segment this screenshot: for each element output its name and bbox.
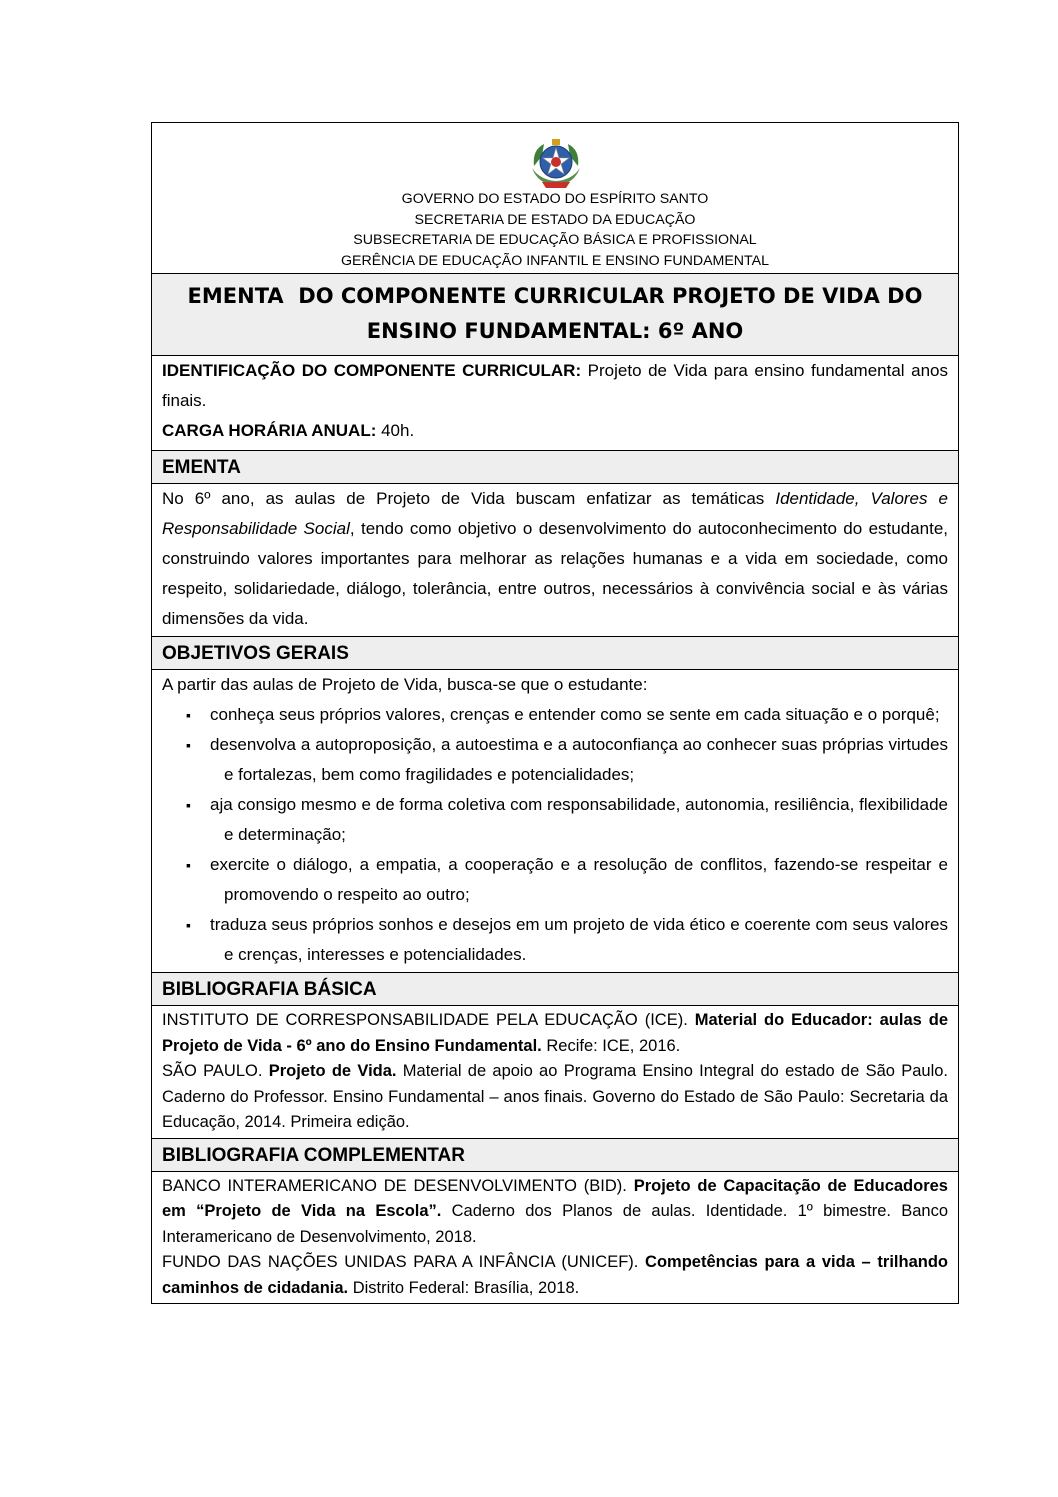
basic-bibliography-body [152, 1005, 958, 1138]
ref-details: Distrito Federal: Brasília, 2018. [348, 1278, 580, 1297]
ref-author: FUNDO DAS NAÇÕES UNIDAS PARA A INFÂNCIA (UNICEF). [162, 1253, 646, 1271]
document-title [152, 273, 958, 355]
objective-item: ▪ exercite o diálogo, a empatia, a cooperação e a resolução de conflitos, fazendo-se respeitar e promovendo o respeito ao outro; [200, 850, 948, 910]
workload-label: CARGA HORÁRIA ANUAL: [162, 421, 377, 440]
basic-bibliography-heading: BIBLIOGRAFIA BÁSICA [152, 972, 958, 1005]
objectives-heading: OBJETIVOS GERAIS [152, 636, 958, 669]
ementa-text-part-2: , tendo como objetivo o desenvolvimento do autoconhecimento do estudante, construindo valores importantes para melhorar as relações humanas e a vida em sociedade, como respeito, solidariedade, diálogo, tolerância, entre outros, necessários à convivência social e às várias dimensões da vida. [162, 519, 948, 628]
ref-details: Caderno dos Planos de aulas. Identidade. 1º bimestre. Banco Interamericano de Desenvolvimento, 2018. [162, 1202, 949, 1246]
identification-label: IDENTIFICAÇÃO DO COMPONENTE CURRICULAR: [162, 361, 582, 380]
bibliography-entry [162, 1250, 948, 1301]
objective-item: ▪ desenvolva a autoproposição, a autoestima e a autoconfiança ao conhecer suas próprias virtudes e fortalezas, bem como fragilidades e potencialidades; [200, 730, 948, 790]
state-coat-of-arms-icon [528, 136, 584, 190]
ementa-heading: EMENTA [152, 450, 958, 483]
objectives-body [152, 669, 958, 972]
institution-line-1: GOVERNO DO ESTADO DO ESPÍRITO SANTO [401, 191, 709, 207]
bibliography-entry [162, 1008, 948, 1059]
complementary-bibliography-body [152, 1171, 958, 1304]
objective-item: ▪ traduza seus próprios sonhos e desejos em um projeto de vida ético e coerente com seus valores e crenças, interesses e potencialidades. [200, 910, 948, 970]
header-section [152, 123, 958, 273]
ref-author: SÃO PAULO. [162, 1062, 269, 1080]
component-identification [162, 356, 948, 416]
ref-details: Recife: ICE, 2016. [541, 1036, 681, 1055]
ref-title: Projeto de Vida. [268, 1062, 397, 1080]
institution-line-4: GERÊNCIA DE EDUCAÇÃO INFANTIL E ENSINO FUNDAMENTAL [340, 252, 770, 269]
ref-details: Material de apoio ao Programa Ensino Integral do estado de São Paulo. Caderno do Professor. Ensino Fundamental – anos finais. Governo do Estado de São Paulo: Secretaria da Educação, 2014. Primeira edição. [162, 1062, 948, 1131]
title-line-2: ENSINO FUNDAMENTAL: 6º ANO [366, 319, 744, 343]
bibliography-entry [162, 1174, 948, 1251]
ementa-document-table [151, 122, 959, 1304]
identification-value: Projeto de Vida para ensino fundamental anos finais. [162, 361, 948, 410]
title-line-1: EMENTA DO COMPONENTE CURRICULAR PROJETO DE VIDA DO [187, 284, 923, 308]
bibliography-entry [162, 1059, 948, 1136]
ref-title: Material do Educador: aulas de Projeto de Vida - 6º ano do Ensino Fundamental. [162, 1011, 948, 1055]
institution-lines [152, 189, 958, 271]
ementa-text-italic: Identidade, Valores e Responsabilidade Social [162, 489, 949, 538]
ref-author: INSTITUTO DE CORRESPONSABILIDADE PELA EDUCAÇÃO (ICE). [162, 1011, 695, 1029]
objectives-intro: A partir das aulas de Projeto de Vida, busca-se que o estudante: [162, 675, 648, 694]
institution-line-3: SUBSECRETARIA DE EDUCAÇÃO BÁSICA E PROFISSIONAL [353, 232, 757, 248]
workload-value: 40h. [376, 421, 415, 440]
workload [162, 416, 948, 446]
ementa-body [152, 483, 958, 636]
ementa-text-part-1: No 6º ano, as aulas de Projeto de Vida buscam enfatizar as temáticas [162, 489, 776, 508]
ref-title: Competências para a vida – trilhando caminhos de cidadania. [162, 1253, 948, 1297]
objective-item: ▪ aja consigo mesmo e de forma coletiva com responsabilidade, autonomia, resiliência, flexibilidade e determinação; [200, 790, 948, 850]
objective-item: ▪ conheça seus próprios valores, crenças e entender como se sente em cada situação e o porquê; [200, 700, 948, 730]
institution-line-2: SECRETARIA DE ESTADO DA EDUCAÇÃO [414, 211, 696, 228]
identification-section [152, 355, 958, 450]
objectives-list [162, 700, 948, 970]
complementary-bibliography-heading: BIBLIOGRAFIA COMPLEMENTAR [152, 1138, 958, 1171]
ref-author: BANCO INTERAMERICANO DE DESENVOLVIMENTO (BID). [162, 1176, 634, 1195]
ref-title: Projeto de Capacitação de Educadores em “Projeto de Vida na Escola”. [162, 1176, 948, 1220]
